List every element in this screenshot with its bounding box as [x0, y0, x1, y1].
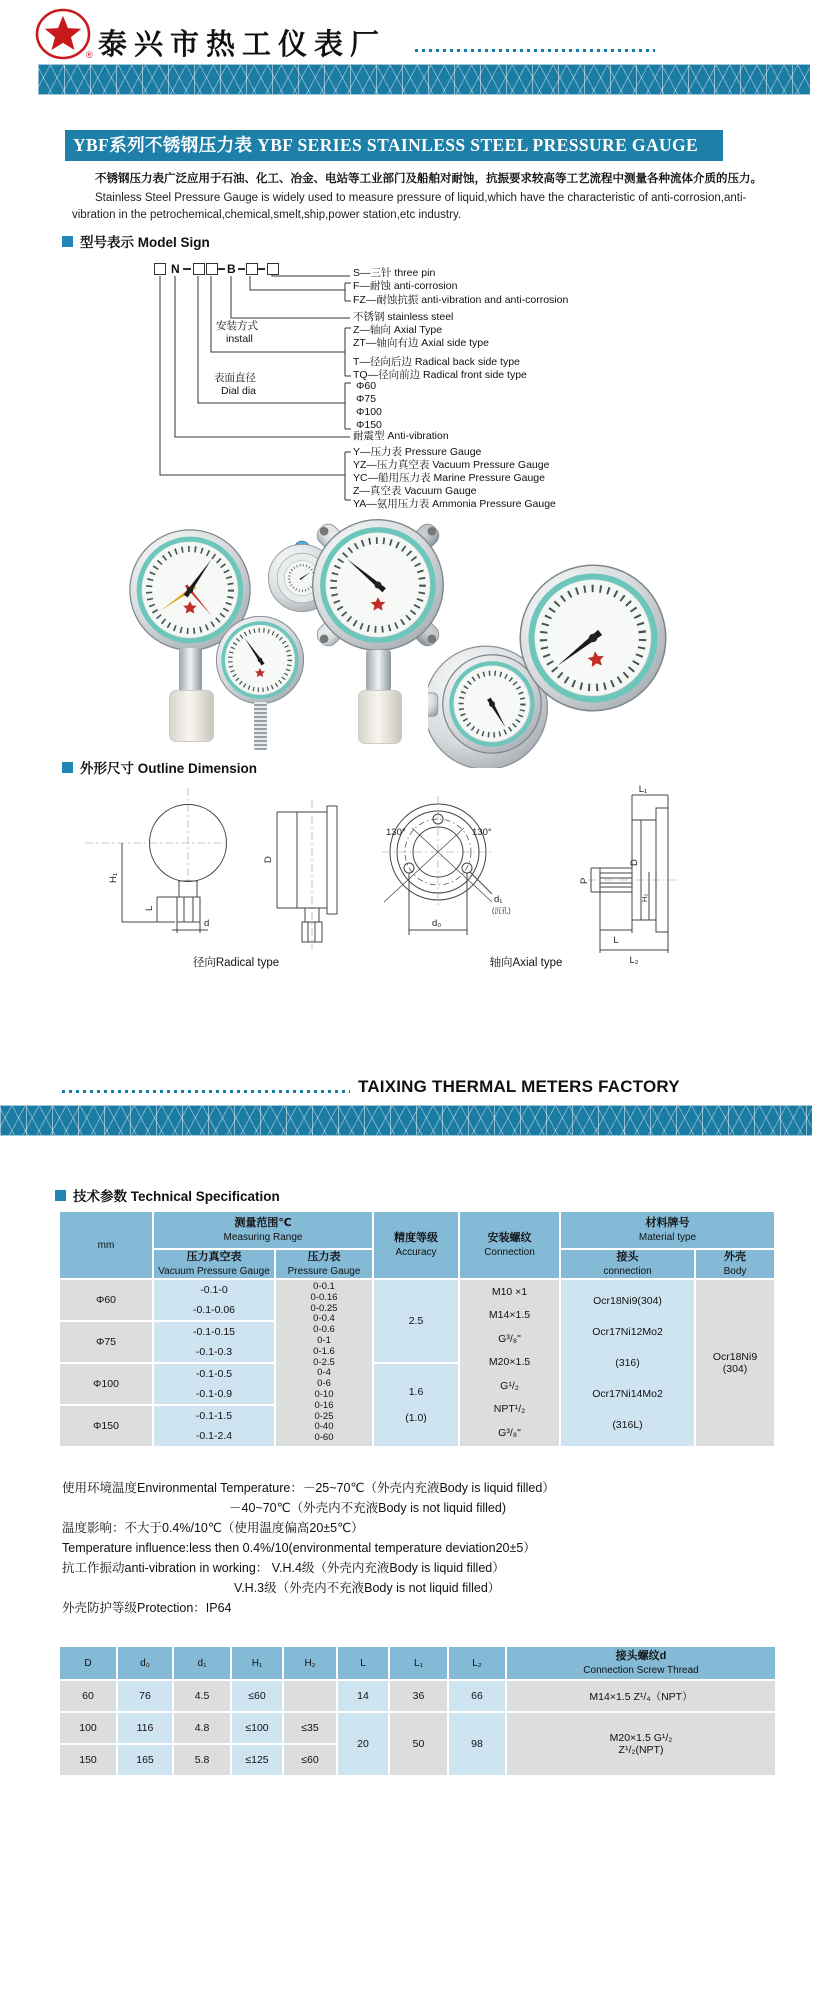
model-label-install-en: install [226, 333, 253, 345]
dim-cell: 14 [338, 1681, 388, 1711]
model-label-d150: Φ150 [356, 419, 382, 431]
caption-axial: 轴向Axial type [489, 957, 563, 969]
gauge-stem-cover [358, 690, 402, 744]
dim-cell: 36 [390, 1681, 447, 1711]
factory-name-en: TAIXING THERMAL METERS FACTORY [358, 1077, 680, 1096]
model-label-yz: YZ—压力真空表 Vacuum Pressure Gauge [353, 459, 550, 471]
spec-vac-60: -0.1-0 -0.1-0.06 [154, 1280, 274, 1320]
model-label-yc: YC—船用压力表 Marine Pressure Gauge [353, 472, 545, 484]
gauge-stem [366, 650, 391, 692]
section-model-sign [62, 231, 210, 251]
spec-header-accuracy: 精度等级 Accuracy [374, 1212, 458, 1278]
spec-header-mm: mm [60, 1212, 152, 1278]
dim-header-d0: d₀ [118, 1647, 172, 1679]
model-label-f: F—耐蚀 anti-corrosion [353, 280, 458, 292]
dim-cell: ≤60 [284, 1745, 336, 1775]
dim-cell: 76 [118, 1681, 172, 1711]
model-label-dial-cn: 表面直径 [214, 372, 256, 384]
spec-dia-150: Φ150 [60, 1406, 152, 1446]
dim-header-H2: H₂ [284, 1647, 336, 1679]
divider-dotted-rule [62, 1090, 350, 1093]
section-bullet-icon [55, 1190, 66, 1201]
note-env-temp: 使用环境温度Environmental Temperature：－25~70℃（外壳内充液Body is liquid filled） [62, 1481, 555, 1495]
spec-material-body: Ocr18Ni9 (304) [696, 1280, 774, 1446]
spec-header-vacuum: 压力真空表 Vacuum Pressure Gauge [154, 1250, 274, 1278]
factory-name-cn: 泰兴市热工仪表厂 [98, 29, 387, 61]
section-title: 外形尺寸 Outline Dimension [80, 761, 258, 776]
dim-label-l-side: L [613, 935, 619, 946]
spec-header-pressure: 压力表 Pressure Gauge [276, 1250, 372, 1278]
spec-header-joint: 接头 connection [561, 1250, 694, 1278]
section-title: 型号表示 Model Sign [80, 235, 210, 250]
model-label-zv: Z—真空表 Vacuum Gauge [353, 485, 477, 497]
registered-mark: ® [86, 50, 93, 60]
dim-header-L: L [338, 1647, 388, 1679]
dim-label-p: P [579, 877, 590, 884]
model-label-zt: ZT—轴向有边 Axial side type [353, 337, 489, 349]
model-label-ya: YA—氨用压力表 Ammonia Pressure Gauge [353, 498, 556, 510]
section-spec [55, 1185, 280, 1205]
model-label-fz: FZ—耐蚀抗振 anti-vibration and anti-corrosion [353, 294, 569, 306]
decor-band-top [38, 64, 810, 95]
note-protection: 外壳防护等级Protection：IP64 [62, 1601, 232, 1615]
model-code-letter-n: N [171, 262, 180, 276]
dim-header-D: D [60, 1647, 116, 1679]
intro-text-en: Stainless Steel Pressure Gauge is widely used to measure pressure of liquid,which have the characteristic of anti-corrosion,anti-vibration in the petrochemical,chemical,smelt,ship,power station,etc industry. [72, 192, 747, 221]
spec-header-connection: 安装螺纹 Connection [460, 1212, 559, 1278]
dim-label-d: d [204, 918, 210, 929]
spec-vac-150: -0.1-1.5 -0.1-2.4 [154, 1406, 274, 1446]
note-temp-influence-cn: 温度影响：不大于0.4%/10℃（使用温度偏高20±5℃） [62, 1521, 364, 1535]
dim-label-h2: H₂ [640, 893, 649, 902]
dim-cell: 4.5 [174, 1681, 230, 1711]
spec-pressure-ranges: 0-0.1 0-0.16 0-0.25 0-0.4 0-0.6 0-1 0-1.6 0-2.5 0-4 0-6 0-10 0-16 0-25 0-40 0-60 [276, 1280, 372, 1446]
model-label-d100: Φ100 [356, 406, 382, 418]
dim-cell: 116 [118, 1713, 172, 1743]
spec-material-joint: Ocr18Ni9(304) Ocr17Ni12Mo2 (316) Ocr17Ni14Mo2 (316L) [561, 1280, 694, 1446]
dim-cell: 60 [60, 1681, 116, 1711]
dim-label-deg-right: 130° [472, 827, 492, 838]
notes-block [62, 1478, 555, 1618]
dim-label-l2: L₂ [629, 955, 639, 966]
dim-cell-merged-thread: M20×1.5 G¹/₂ Z¹/₂(NPT) [507, 1713, 775, 1775]
dim-label-l: L [144, 905, 155, 911]
dim-cell-merged-L2: 98 [449, 1713, 505, 1775]
dim-cell-merged-L: 20 [338, 1713, 388, 1775]
model-code-letter-b: B [227, 262, 236, 276]
model-label-d60: Φ60 [356, 380, 377, 392]
dim-cell-thread: M14×1.5 Z¹/₄（NPT） [507, 1681, 775, 1711]
dim-cell: ≤60 [232, 1681, 282, 1711]
spec-header-material: 材料牌号 Material type [561, 1212, 774, 1248]
dim-cell: ≤35 [284, 1713, 336, 1743]
spec-accuracy-top: 2.5 [374, 1280, 458, 1362]
model-label-dial-en: Dial dia [221, 385, 257, 397]
dim-cell-empty [284, 1681, 336, 1711]
dim-cell: 4.8 [174, 1713, 230, 1743]
section-bullet-icon [62, 762, 73, 773]
section-bullet-icon [62, 236, 73, 247]
dim-label-d1: d₁ [494, 894, 503, 905]
dim-label-d-side: D [629, 859, 640, 866]
model-label-t: T—径向后边 Radical back side type [353, 356, 520, 368]
dim-cell: 165 [118, 1745, 172, 1775]
intro-text-cn: 不锈钢压力表广泛应用于石油、化工、冶金、电站等工业部门及船舶对耐蚀，抗振要求较高等工艺流程中测量各种流体介质的压力。 [95, 173, 762, 185]
model-label-stainless: 不锈钢 stainless steel [353, 311, 454, 323]
dim-cell: 66 [449, 1681, 505, 1711]
dim-cell: ≤125 [232, 1745, 282, 1775]
dim-header-L1: L₁ [390, 1647, 447, 1679]
spec-dia-100: Φ100 [60, 1364, 152, 1404]
red-star-logo [34, 6, 92, 62]
series-title-bar: YBF系列不锈钢压力表 YBF SERIES STAINLESS STEEL PRESSURE GAUGE [65, 130, 723, 161]
spec-table [58, 1210, 776, 1448]
dim-label-l1: L₁ [638, 784, 648, 795]
gauge-photo-flanged [308, 515, 448, 655]
gauge-threaded-stem [254, 702, 267, 750]
note-anti-vibration: 抗工作振动anti-vibration in working： V.H.4级（外壳内充液Body is liquid filled） [62, 1561, 505, 1575]
model-label-install-cn: 安装方式 [216, 320, 258, 332]
dim-label-d1-note: (沉孔) [492, 908, 511, 915]
note-temp-influence-en: Temperature influence:less then 0.4%/10(environmental temperature deviation20±5） [62, 1541, 536, 1555]
spec-dia-60: Φ60 [60, 1280, 152, 1320]
section-outline [62, 757, 257, 777]
note-anti-vibration-2: V.H.3级（外壳内不充液Body is not liquid filled） [234, 1581, 501, 1595]
dim-cell: 150 [60, 1745, 116, 1775]
dim-header-d1: d₁ [174, 1647, 230, 1679]
dim-cell-merged-L1: 50 [390, 1713, 447, 1775]
spec-vac-100: -0.1-0.5 -0.1-0.9 [154, 1364, 274, 1404]
gauge-stem-cover [169, 690, 214, 742]
model-label-anti: 耐震型 Anti-vibration [353, 430, 449, 442]
model-label-tq: TQ—径向前边 Radical front side type [353, 369, 527, 381]
model-label-y: Y—压力表 Pressure Gauge [353, 446, 482, 458]
model-label-d75: Φ75 [356, 393, 377, 405]
decor-band-middle [0, 1105, 812, 1136]
dim-label-d0: d₀ [432, 918, 442, 929]
dim-header-L2: L₂ [449, 1647, 505, 1679]
spec-vac-75: -0.1-0.15 -0.1-0.3 [154, 1322, 274, 1362]
dim-label-h1: H₁ [108, 872, 119, 883]
dimension-table [58, 1645, 777, 1777]
spec-header-range: 测量范围℃ Measuring Range [154, 1212, 372, 1248]
gauge-photo-small [215, 615, 305, 705]
model-label-s: S—三针 three pin [353, 267, 436, 279]
gauge-photo-big-right [508, 553, 677, 722]
dim-cell: 5.8 [174, 1745, 230, 1775]
note-env-temp-2: －40~70℃（外壳内不充液Body is not liquid filled) [229, 1501, 506, 1515]
model-label-z: Z—轴向 Axial Type [353, 324, 443, 336]
dim-label-deg-left: 130° [386, 827, 406, 838]
section-title: 技术参数 Technical Specification [73, 1189, 280, 1204]
spec-accuracy-bottom: 1.6 (1.0) [374, 1364, 458, 1446]
dim-header-H1: H₁ [232, 1647, 282, 1679]
spec-connections: M10 ×1 M14×1.5 G³/₈" M20×1.5 G¹/₂ NPT¹/₂ G³/₈" [460, 1280, 559, 1446]
gauge-stem [179, 648, 202, 693]
outline-drawings [60, 780, 700, 980]
header-dotted-rule [415, 49, 655, 52]
caption-radial: 径向Radical type [192, 957, 280, 969]
dim-label-d-cap: D [263, 856, 274, 863]
dim-cell: 100 [60, 1713, 116, 1743]
dim-header-thread: 接头螺纹d Connection Screw Thread [507, 1647, 775, 1679]
spec-header-body: 外壳 Body [696, 1250, 774, 1278]
dim-cell: ≤100 [232, 1713, 282, 1743]
spec-dia-75: Φ75 [60, 1322, 152, 1362]
